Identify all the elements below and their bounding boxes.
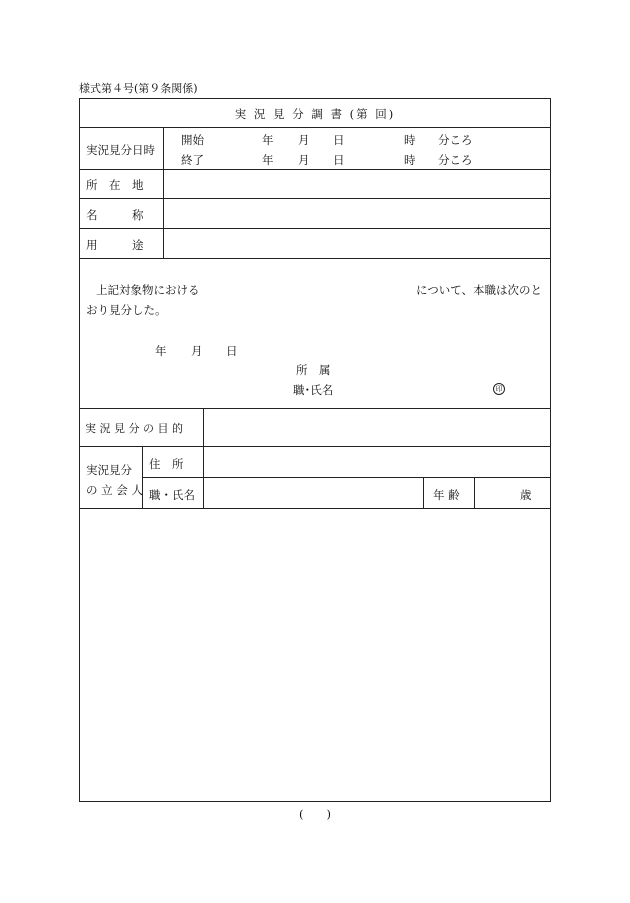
- statement-line1-left: 上記対象物における: [96, 283, 200, 297]
- position-name-label: 職･氏名: [293, 383, 334, 397]
- divider: [79, 258, 551, 259]
- divider: [79, 127, 551, 128]
- witness-position-name-label: 職・氏名: [149, 488, 195, 502]
- usage-label: 用 途: [86, 238, 144, 252]
- datetime-label: 実況見分日時: [86, 143, 155, 157]
- usage-field[interactable]: [164, 229, 550, 258]
- name-label: 名 称: [86, 208, 144, 222]
- observation-notes-area[interactable]: [80, 509, 550, 801]
- start-hour-unit: 時: [404, 133, 416, 147]
- location-label: 所 在 地: [86, 178, 144, 192]
- start-month-unit: 月: [298, 133, 310, 147]
- statement-line2: おり見分した。: [86, 303, 167, 317]
- end-hour-unit: 時: [404, 153, 416, 167]
- end-day-unit: 日: [333, 153, 345, 167]
- divider: [423, 477, 424, 508]
- position-name-field[interactable]: [345, 379, 485, 397]
- age-field[interactable]: [475, 478, 515, 508]
- statement-day-unit: 日: [226, 344, 238, 358]
- end-label: 終了: [181, 153, 204, 167]
- witness-address-label: 住 所: [149, 457, 184, 471]
- location-field[interactable]: [164, 170, 550, 198]
- form-number-label: 様式第４号(第９条関係): [79, 82, 198, 95]
- page-number: ( ): [299, 807, 331, 821]
- statement-line1-right: について、本職は次のと: [416, 283, 543, 297]
- name-field[interactable]: [164, 199, 550, 228]
- purpose-field[interactable]: [204, 409, 550, 446]
- seal-mark: 印: [493, 383, 505, 395]
- age-unit: 歳: [520, 488, 532, 502]
- statement-month-unit: 月: [191, 344, 203, 358]
- end-year-unit: 年: [262, 153, 274, 167]
- statement-year-unit: 年: [155, 344, 167, 358]
- affiliation-field[interactable]: [345, 359, 495, 377]
- start-year-unit: 年: [262, 133, 274, 147]
- witness-address-field[interactable]: [204, 447, 550, 477]
- target-field[interactable]: [210, 279, 410, 297]
- age-label: 年 齢: [433, 488, 460, 502]
- witness-label-line1: 実況見分: [86, 463, 132, 477]
- witness-name-field[interactable]: [204, 478, 422, 508]
- start-minute-unit: 分ころ: [438, 133, 473, 147]
- end-month-unit: 月: [298, 153, 310, 167]
- start-day-unit: 日: [333, 133, 345, 147]
- purpose-label: 実 況 見 分 の 目 的: [85, 422, 183, 435]
- start-label: 開始: [181, 133, 204, 147]
- end-minute-unit: 分ころ: [438, 153, 473, 167]
- witness-label-line2: の 立 会 人: [86, 483, 143, 497]
- affiliation-label: 所 属: [296, 363, 331, 377]
- document-title: 実 況 見 分 調 書 (第 回): [234, 107, 396, 121]
